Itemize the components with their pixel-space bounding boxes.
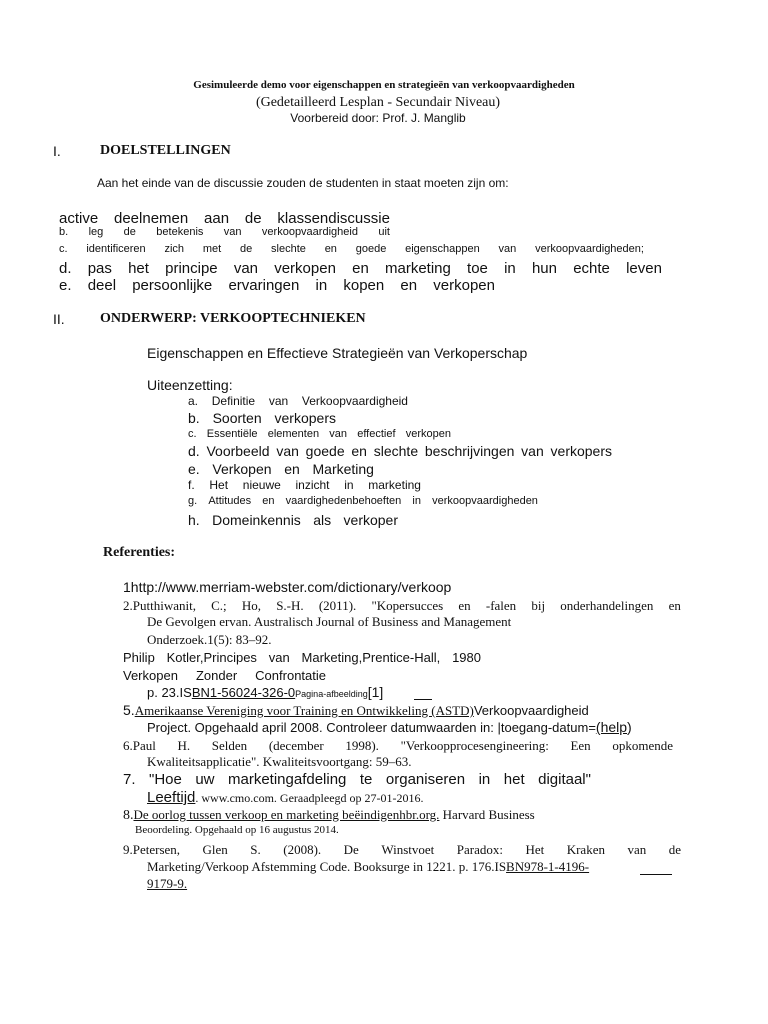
section-2-title: ONDERWERP: VERKOOPTECHNIEKEN [100, 311, 366, 326]
objective-c: c. identificeren zich met de slechte en goede eigenschappen van verkoopvaardigheden; [59, 243, 644, 255]
outline-item-a: a. Definitie van Verkoopvaardigheid [188, 394, 408, 408]
reference-9-line-1: 9.Petersen, Glen S. (2008). De Winstvoet Paradox: Het Kraken van de [123, 842, 681, 857]
reference-7-line-1: 7. "Hoe uw marketingafdeling te organiseren in het digitaal" [123, 771, 591, 788]
reference-2-line-2: De Gevolgen ervan. Australisch Journal of Business and Management [147, 614, 512, 629]
reference-3-line-2: Verkopen Zonder Confrontatie [123, 668, 326, 683]
reference-3-page: p. 23.IS [147, 685, 192, 700]
outline-item-g: g. Attitudes en vaardighedenbehoeften in verkoopvaardigheden [188, 495, 538, 507]
outline-item-b: b. Soorten verkopers [188, 410, 336, 426]
objective-a [59, 210, 390, 227]
reference-5-line-1 [123, 702, 589, 720]
objective-a-word: de [244, 210, 262, 227]
outline-label: Uiteenzetting: [147, 377, 233, 393]
section-1-title: DOELSTELLINGEN [100, 143, 231, 158]
objective-a-word: deelnemen [114, 210, 189, 227]
outline-item-h: h. Domeinkennis als verkoper [188, 512, 398, 528]
section-2-number: II. [53, 311, 65, 327]
reference-7-line-2 [147, 789, 424, 807]
reference-8-article-link[interactable]: De oorlog tussen verkoop en marketing beëindigenhbr.org. [133, 807, 440, 822]
reference-5-number: 5. [123, 702, 135, 718]
reference-2-line-1: 2.Putthiwanit, C.; Ho, S.-H. (2011). "Kopersucces en -falen bij onderhandelingen en [123, 598, 681, 613]
page-image-link[interactable]: Pagina-afbeelding [295, 689, 368, 699]
outline-item-d: d. Voorbeeld van goede en slechte beschrijvingen van verkopers [188, 443, 612, 459]
document-author: Voorbereid door: Prof. J. Manglib [290, 111, 466, 125]
reference-9-isbn-continued[interactable]: 9179-9. [147, 876, 188, 891]
blank-underline [414, 699, 432, 700]
reference-8-number: 8. [123, 808, 134, 823]
reference-9-details: Marketing/Verkoop Afstemming Code. Booksurge in 1221. p. 176.IS [147, 859, 507, 874]
reference-6-line-1: 6.Paul H. Selden (december 1998). "Verkoopprocesengineering: Een opkomende [123, 738, 673, 753]
references-heading: Referenties: [103, 545, 176, 560]
reference-3-line-3 [147, 684, 383, 700]
reference-7-source: . www.cmo.com. Geraadpleegd op 27-01-2016. [195, 791, 424, 805]
reference-8-line-2: Beoordeling. Opgehaald op 16 augustus 2014. [135, 824, 339, 836]
reference-5-org-link[interactable]: Amerikaanse Vereniging voor Training en Ontwikkeling (ASTD) [134, 703, 474, 718]
outline-item-e: e. Verkopen en Marketing [188, 461, 374, 477]
objective-a-word: aan [204, 210, 230, 227]
objective-b: b. leg de betekenis van verkoopvaardigheid uit [59, 226, 390, 238]
objectives-intro: Aan het einde van de discussie zouden de studenten in staat moeten zijn om: [97, 176, 509, 190]
isbn-underline-tail [640, 874, 672, 875]
help-link[interactable]: (help [595, 719, 628, 735]
objective-d: d. pas het principe van verkopen en marketing toe in hun echte leven [59, 260, 662, 277]
reference-5-topic: Verkoopvaardigheid [473, 703, 589, 718]
objective-e: e. deel persoonlijke ervaringen in kopen en verkopen [59, 277, 495, 294]
outline-item-f: f. Het nieuwe inzicht in marketing [188, 478, 421, 492]
topic-subtitle: Eigenschappen en Effectieve Strategieën van Verkoperschap [147, 345, 528, 361]
document-subtitle: (Gedetailleerd Lesplan - Secundair Niveau) [255, 95, 501, 110]
reference-9-line-2 [147, 859, 589, 875]
outline-item-c: c. Essentiële elementen van effectief verkopen [188, 428, 451, 440]
reference-8-line-1 [123, 807, 535, 824]
help-close-paren: ) [627, 719, 632, 735]
objective-a-word: active [59, 210, 99, 227]
reference-8-journal: Harvard Business [439, 807, 535, 822]
reference-3-isbn-link[interactable]: BN1-56024-326-0 [191, 685, 296, 700]
reference-5-line-2 [147, 719, 632, 735]
reference-6-line-2: Kwaliteitsapplicatie". Kwaliteitsvoortgang: 59–63. [147, 754, 412, 769]
reference-3-line-1: Philip Kotler,Principes van Marketing,Prentice-Hall, 1980 [123, 650, 481, 665]
reference-7-age-link[interactable]: Leeftijd [147, 789, 196, 806]
reference-2-line-3: Onderzoek.1(5): 83–92. [147, 632, 272, 647]
reference-1-link[interactable]: 1http://www.merriam-webster.com/dictionary/verkoop [123, 579, 452, 595]
reference-9-isbn-link[interactable]: BN978-1-4196- [506, 859, 590, 874]
reference-5-retrieved: Project. Opgehaald april 2008. Controleer datumwaarden in: |toegang-datum= [147, 720, 596, 735]
document-title: Gesimuleerde demo voor eigenschappen en strategieën van verkoopvaardigheden [193, 79, 575, 91]
objective-a-word: klassendiscussie [277, 210, 390, 227]
citation-marker[interactable]: [1] [367, 684, 384, 700]
section-1-number: I. [53, 143, 61, 159]
